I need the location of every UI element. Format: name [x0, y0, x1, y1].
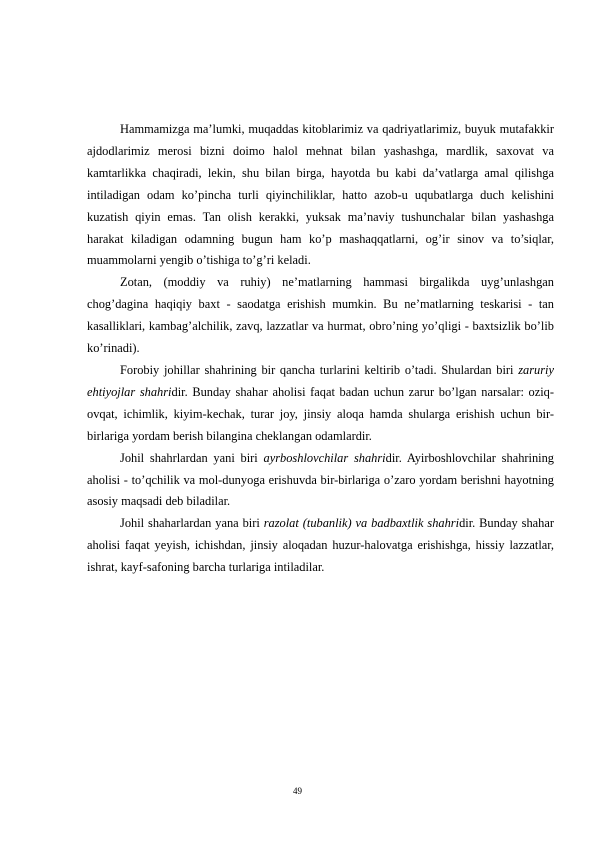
page-number: 49 [293, 786, 302, 796]
paragraph-5-text: Johil shaharlardan yana biri [120, 516, 264, 531]
paragraph-5-text-end: dir. Bunday shahar aholisi faqat yeyish, ichishdan, jinsiy aloqadan huzur-halovatga erishishga, hissiy lazzatlar, ishrat, kayf-safoning barcha turlariga intiladilar. [87, 516, 554, 575]
paragraph-2 [87, 272, 554, 360]
body-text [87, 119, 554, 579]
paragraph-1-text: Hammamizga ma’lumki, muqaddas kitoblarimiz va qadriyatlarimiz, buyuk mutafakkir ajdodlarimiz merosi bizni doimo halol mehnat bilan yashashga, mardlik, saxovat va kamtarlikka chaqiradi, lekin, shu bilan birga, hayotda bu kabi da’vatlarga amal qilishga intiladigan odam ko’pincha turli qiyinchiliklar, hatto azob-u uqubatlarga duch kelishini kuzatish qiyin emas. Tan olish kerakki, yuksak ma’naviy tushunchalar bilan yashashga harakat kiladigan odamning bugun ham ko’p mashaqqatlarni, og’ir sinov va to’siqlar, muammolarni yengib o’tishiga to’g’ri keladi. [87, 122, 554, 268]
paragraph-5 [87, 513, 554, 579]
paragraph-4-italic-term: ayrboshlovchilar shahri [263, 450, 386, 465]
paragraph-3-italic-term: zaruriy ehtiyojlar shahri [87, 362, 554, 399]
paragraph-1 [87, 119, 554, 272]
paragraph-3-text-end: dir. Bunday shahar aholisi faqat badan uchun zarur bo’lgan narsalar: oziq-ovqat, ichimlik, kiyim-kechak, turar joy, jinsiy aloqa hamda shularga erishish uchun bir-birlariga yordam berish bilangina cheklangan odamlardir. [87, 384, 554, 443]
paragraph-4-text: Johil shahrlardan yani biri [120, 450, 264, 465]
paragraph-3-text: Forobiy johillar shahrining bir qancha turlarini keltirib o’tadi. Shulardan biri [120, 362, 519, 377]
paragraph-4 [87, 448, 554, 514]
paragraph-4-text-end: dir. Ayirboshlovchilar shahrining aholisi - to’qchilik va mol-dunyoga erishuvda bir-birlariga o’zaro yordam berishni hayotning asosiy maqsadi deb biladilar. [87, 450, 554, 509]
paragraph-5-italic-term: razolat (tubanlik) va badbaxtlik shahri [263, 516, 460, 531]
paragraph-2-text: Zotan, (moddiy va ruhiy) ne’matlarning hammasi birgalikda uyg’unlashgan chog’dagina haqiqiy baxt - saodatga erishish mumkin. Bu ne’matlarning teskarisi - tan kasalliklari, kambag’alchilik, zavq, lazzatlar va hurmat, obro’ning yo’qligi - baxtsizlik bo’lib ko’rinadi). [87, 275, 554, 356]
paragraph-3 [87, 360, 554, 448]
